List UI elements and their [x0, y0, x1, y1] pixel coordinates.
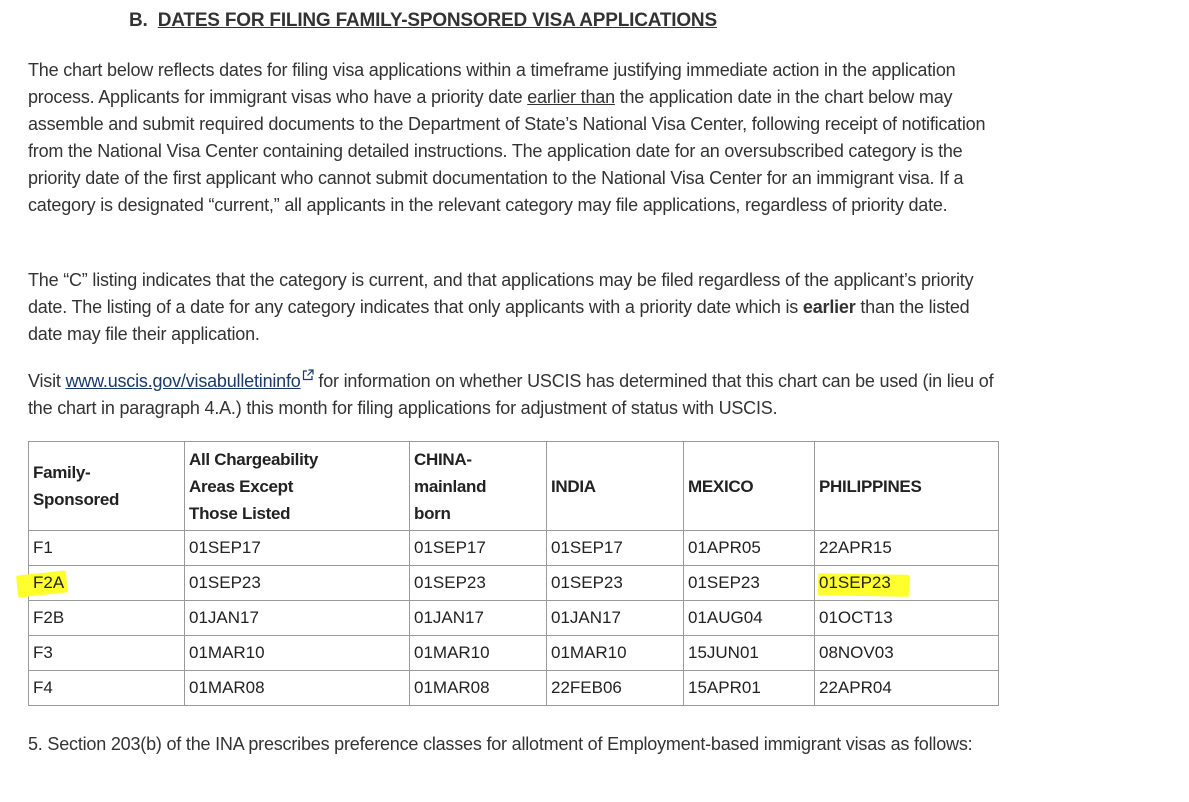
- date-cell: [815, 671, 999, 706]
- header-line: born: [414, 503, 451, 523]
- table-body: [29, 531, 999, 706]
- table-row: [29, 636, 999, 671]
- cell-value: 01SEP17: [189, 538, 261, 557]
- mexico-header: [684, 442, 815, 531]
- uscis-visa-bulletin-link[interactable]: www.uscis.gov/visabulletininfo: [65, 371, 301, 391]
- section-5-paragraph: 5. Section 203(b) of the INA prescribes preference classes for allotment of Employment-based immigrant visas as follows:: [28, 734, 973, 754]
- header-line: INDIA: [551, 476, 596, 496]
- header-line: mainland: [414, 476, 487, 496]
- highlighted-text: 01SEP23: [819, 573, 891, 592]
- cell-value: 01SEP17: [414, 538, 486, 557]
- philippines-header: [815, 442, 999, 531]
- cell-value: 22APR04: [819, 678, 892, 697]
- cell-value: 01MAR10: [551, 643, 627, 662]
- date-cell: [684, 671, 815, 706]
- date-cell: [547, 601, 684, 636]
- china-mainland-header: [410, 442, 547, 531]
- cell-value: 01SEP23: [551, 573, 623, 592]
- date-cell: [815, 566, 999, 601]
- uscis-visit-paragraph: [28, 368, 998, 422]
- date-cell: [547, 636, 684, 671]
- header-line: PHILIPPINES: [819, 476, 922, 496]
- cell-value: 01AUG04: [688, 608, 763, 627]
- category-cell: [29, 671, 185, 706]
- cell-value: 01JAN17: [551, 608, 621, 627]
- section-heading-prefix: B.: [129, 10, 148, 31]
- header-line: Areas Except: [189, 476, 294, 496]
- date-cell: [684, 636, 815, 671]
- cell-value: 01SEP17: [551, 538, 623, 557]
- all-chargeability-header: [185, 442, 410, 531]
- cell-value: F3: [33, 643, 53, 662]
- intro-paragraph-part2: the application date in the chart below may assemble and submit required documents to the Department of State’s National Visa Center, following receipt of notification from the National Visa Center containing detailed instructions. The application date for an oversubscribed category is the priority date of the first applicant who cannot submit documentation to the National Visa Center for an immigrant visa. If a category is designated “current,” all applicants in the relevant category may file applications, regardless of priority date.: [28, 87, 986, 215]
- header-line: All Chargeability: [189, 449, 319, 469]
- date-cell: [185, 531, 410, 566]
- cell-value: 22FEB06: [551, 678, 622, 697]
- india-header: [547, 442, 684, 531]
- cell-value: F1: [33, 538, 53, 557]
- uscis-visit-part1: Visit: [28, 371, 66, 391]
- date-cell: [185, 601, 410, 636]
- date-cell: [410, 601, 547, 636]
- header-line: Sponsored: [33, 490, 120, 509]
- date-cell: [185, 671, 410, 706]
- table-row: [29, 531, 999, 566]
- cell-value: 01SEP23: [688, 573, 760, 592]
- date-cell: [547, 531, 684, 566]
- section-heading-title: DATES FOR FILING FAMILY-SPONSORED VISA APPLICATIONS: [157, 10, 717, 31]
- external-link-icon[interactable]: [302, 369, 314, 381]
- family-sponsored-dates-table: [28, 441, 999, 706]
- family-sponsored-header: [29, 442, 185, 531]
- table-row: [29, 671, 999, 706]
- cell-value: 15JUN01: [688, 643, 759, 662]
- cell-value: 01MAR10: [414, 643, 490, 662]
- cell-value: F4: [33, 678, 53, 697]
- intro-paragraph: [28, 57, 998, 219]
- date-cell: [410, 531, 547, 566]
- table-row: [29, 566, 999, 601]
- table-header-row: [29, 442, 999, 531]
- highlighted-text: F2A: [33, 573, 65, 592]
- cell-value: 01SEP23: [414, 573, 486, 592]
- highlight-marker: [33, 573, 64, 593]
- date-cell: [815, 531, 999, 566]
- section-heading: [129, 10, 717, 32]
- cell-value: 01OCT13: [819, 608, 893, 627]
- category-cell: [29, 531, 185, 566]
- current-listing-part1: The “C” listing indicates that the category is current, and that applications may be filed regardless of the applicant’s priority date. The listing of a date for any category indicates that only applicants with a priority date which is: [28, 270, 974, 317]
- cell-value: 08NOV03: [819, 643, 894, 662]
- cell-value: 01JAN17: [189, 608, 259, 627]
- date-cell: [410, 636, 547, 671]
- cell-value: 01MAR08: [189, 678, 265, 697]
- date-cell: [410, 566, 547, 601]
- date-cell: [547, 671, 684, 706]
- highlight-marker: [819, 573, 891, 593]
- date-cell: [815, 601, 999, 636]
- cell-value: 01MAR08: [414, 678, 490, 697]
- cell-value: 22APR15: [819, 538, 892, 557]
- cell-value: 15APR01: [688, 678, 761, 697]
- table-row: [29, 601, 999, 636]
- cell-value: 01APR05: [688, 538, 761, 557]
- uscis-visit-part2: for information on whether USCIS has determined that this chart can be used (in lieu of the chart in paragraph 4.A.) this month for filing applications for adjustment of status with USCIS.: [28, 371, 994, 418]
- date-cell: [684, 566, 815, 601]
- date-cell: [547, 566, 684, 601]
- date-cell: [410, 671, 547, 706]
- earlier-emphasis: earlier: [802, 297, 856, 317]
- header-line: Family-: [33, 463, 91, 482]
- header-line: CHINA-: [414, 449, 472, 469]
- header-line: Those Listed: [189, 503, 291, 523]
- category-cell: [29, 601, 185, 636]
- cell-value: 01SEP23: [189, 573, 261, 592]
- date-cell: [684, 601, 815, 636]
- cell-value: 01MAR10: [189, 643, 265, 662]
- category-cell: [29, 636, 185, 671]
- earlier-than-emphasis: earlier than: [527, 87, 615, 107]
- date-cell: [815, 636, 999, 671]
- cell-value: F2B: [33, 608, 65, 627]
- date-cell: [185, 566, 410, 601]
- category-cell: [29, 566, 185, 601]
- cell-value: 01JAN17: [414, 608, 484, 627]
- header-line: MEXICO: [688, 476, 754, 496]
- date-cell: [185, 636, 410, 671]
- date-cell: [684, 531, 815, 566]
- current-listing-part2: than the listed date may file their application.: [28, 297, 970, 344]
- current-listing-paragraph: [28, 267, 998, 348]
- intro-paragraph-part1: The chart below reflects dates for filing visa applications within a timeframe justifying immediate action in the application process. Applicants for immigrant visas who have a priority date: [28, 60, 956, 107]
